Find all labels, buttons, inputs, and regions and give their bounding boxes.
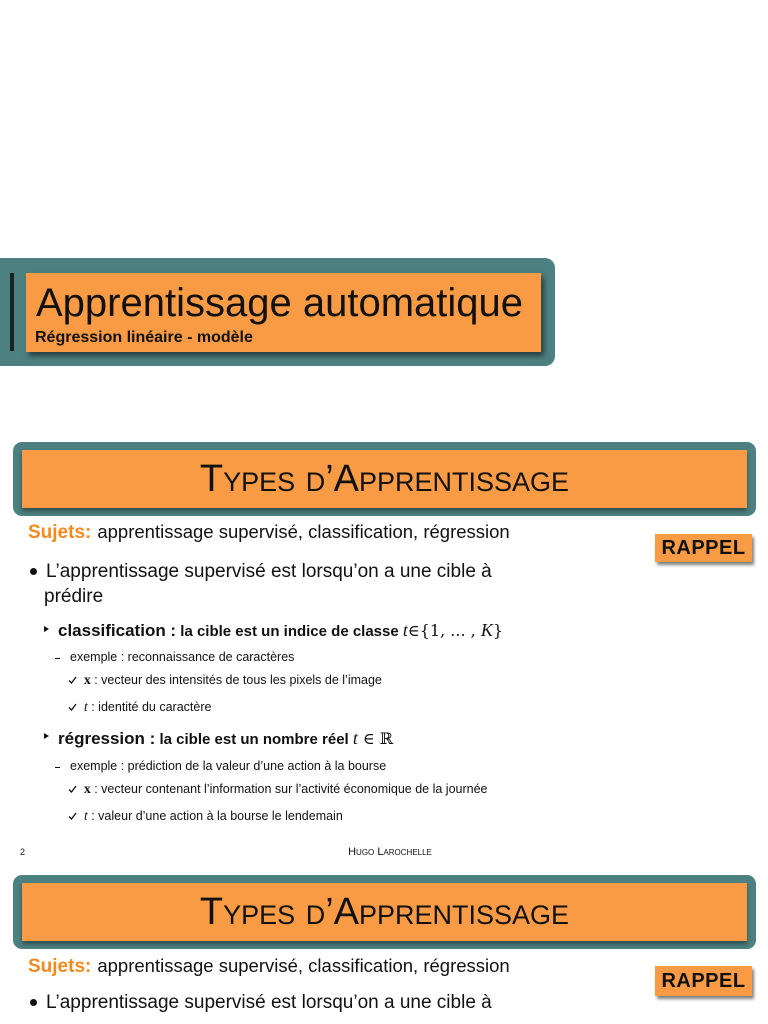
- regression-label: régression :: [58, 729, 156, 748]
- check-item: [84, 781, 488, 797]
- triangle-bullet-icon: [44, 626, 49, 632]
- slide-1-header-box: [22, 450, 747, 508]
- topics-label: Sujets:: [28, 522, 92, 543]
- slide-2-header-frame: [13, 875, 756, 949]
- rappel-badge: RAPPEL: [655, 534, 752, 562]
- rappel-badge: RAPPEL: [655, 966, 752, 996]
- triangle-bullet-icon: [44, 733, 49, 739]
- regression-math: [353, 729, 393, 748]
- math-var-t: t: [402, 620, 408, 640]
- dash-bullet-icon: [55, 767, 60, 768]
- author-footer: Hugo Larochelle: [348, 846, 432, 858]
- slide-2-topics: [28, 955, 510, 978]
- classification-label: classification :: [58, 621, 177, 640]
- math-var-t: t: [352, 728, 358, 748]
- check-item: [84, 672, 382, 688]
- math-real-set: ∈ ℝ: [363, 729, 394, 748]
- slide-2-title: Types d’Apprentissage: [199, 891, 570, 933]
- slide-1-topics: [28, 521, 510, 544]
- check-item: [84, 699, 211, 715]
- bullet-icon: [30, 568, 37, 575]
- regression-line: [58, 728, 393, 750]
- topics-label: Sujets:: [28, 956, 92, 977]
- topics-text: apprentissage supervisé, classification, régression: [97, 521, 510, 542]
- var-t: t: [84, 808, 88, 823]
- title-divider-bar: [10, 273, 14, 351]
- check-text: : vecteur contenant l’information sur l’activité économique de la journée: [90, 782, 488, 796]
- presentation-subtitle: Régression linéaire - modèle: [35, 329, 253, 346]
- check-text: : identité du caractère: [87, 700, 212, 714]
- bullet-icon: [30, 999, 37, 1006]
- math-set-close: }: [492, 621, 504, 640]
- slide-1-header-frame: [13, 442, 756, 516]
- math-var-k: K: [480, 620, 493, 640]
- classification-line: [58, 620, 503, 642]
- title-slide-frame: [0, 258, 555, 366]
- slide-1-title: Types d’Apprentissage: [199, 458, 570, 500]
- bullet-line: prédire: [44, 586, 104, 607]
- math-set-open: ∈{1, ... ,: [407, 621, 476, 640]
- regression-example: exemple : prédiction de la valeur d’une action à la bourse: [70, 759, 387, 773]
- check-icon: [68, 703, 77, 711]
- title-slide-box: [26, 273, 541, 352]
- var-x: x: [84, 672, 91, 687]
- var-t: t: [84, 699, 88, 714]
- check-icon: [68, 676, 77, 684]
- check-text: : valeur d’une action à la bourse le lendemain: [87, 809, 343, 823]
- regression-text: la cible est un nombre réel: [159, 731, 349, 748]
- bullet-line: L’apprentissage supervisé est lorsqu’on a une cible à: [46, 992, 492, 1013]
- dash-bullet-icon: [55, 658, 60, 659]
- presentation-title: Apprentissage automatique: [36, 281, 523, 325]
- check-text: : vecteur des intensités de tous les pixels de l’image: [90, 673, 382, 687]
- topics-text: apprentissage supervisé, classification, régression: [97, 955, 510, 976]
- page-number: 2: [20, 847, 26, 857]
- classification-math: [403, 621, 503, 640]
- bullet-line: L’apprentissage supervisé est lorsqu’on a une cible à: [46, 561, 492, 582]
- check-item: [84, 808, 343, 824]
- var-x: x: [84, 781, 91, 796]
- check-icon: [68, 785, 77, 793]
- check-icon: [68, 812, 77, 820]
- classification-text: la cible est un indice de classe: [180, 623, 399, 640]
- classification-example: exemple : reconnaissance de caractères: [70, 650, 295, 664]
- slide-2-header-box: [22, 883, 747, 941]
